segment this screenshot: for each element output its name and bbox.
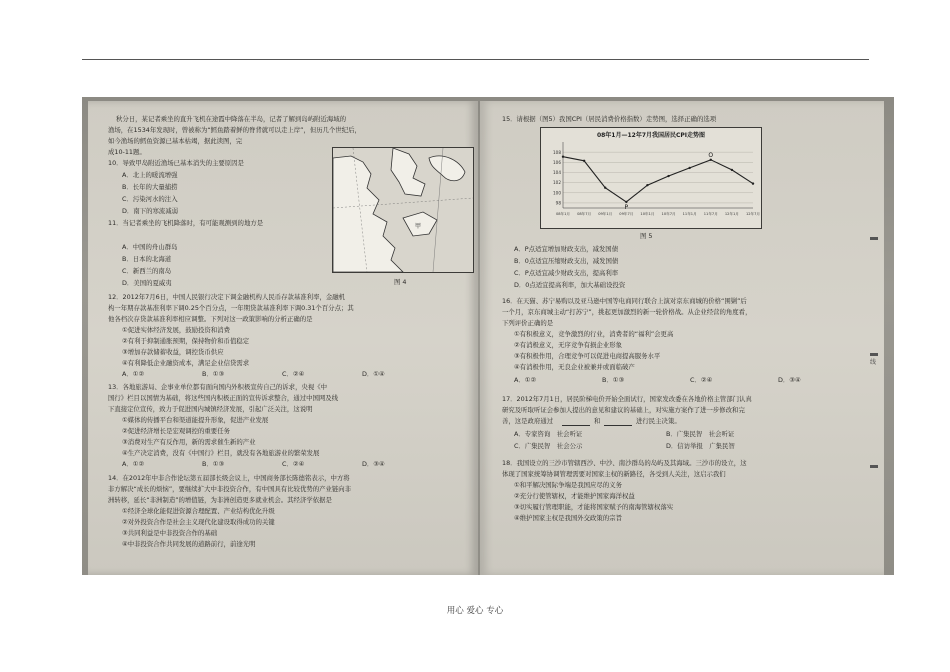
- binding-mark: [870, 353, 878, 356]
- intro-line: 成10-11题。: [108, 148, 146, 156]
- intro-line: 秋分日，某记者乘坐的直升飞机在途霞中降落在半岛，记者了解到岛屿附近海域的: [116, 115, 347, 123]
- question-14-line: 14．在2012年中非合作论坛第五届部长级会议上，中国商务部长陈德铭表示，中方将: [108, 474, 350, 482]
- y-tick-label: 104: [553, 170, 561, 176]
- cpi-series-line: [563, 157, 753, 202]
- option: A．P点适宜增加财政支出，减发国债: [514, 245, 619, 253]
- option: D．③④: [778, 376, 801, 384]
- statement: ②有利于抑制通胀预期，保持物价和币值稳定: [122, 337, 250, 345]
- left-page: [88, 101, 478, 575]
- figure-5-cpi-chart: [540, 127, 762, 229]
- map-drawing: [333, 148, 473, 272]
- option: B．①③: [202, 460, 225, 468]
- statement: ②对外投资合作是社会主义现代化建设取得成功的关键: [122, 518, 275, 526]
- option: D．美国的夏威夷: [122, 279, 172, 287]
- option: B．①③: [602, 376, 625, 384]
- figure-5-caption: 图 5: [640, 232, 653, 240]
- option: A．北上的暖流增强: [122, 171, 178, 179]
- page-footer: 用心 爱心 专心: [446, 606, 504, 616]
- y-tick-label: 106: [553, 159, 561, 165]
- option: C．污染河水的注入: [122, 195, 178, 203]
- binding-mark: [870, 237, 878, 240]
- cpi-data-point: [583, 160, 585, 162]
- top-rule: [82, 59, 869, 60]
- y-tick-label: 100: [553, 190, 561, 196]
- y-tick-label: 98: [555, 200, 561, 206]
- question-17-line: 进行民主决策。: [636, 417, 681, 425]
- scanned-exam-photo: [82, 97, 894, 575]
- cpi-data-point: [646, 184, 648, 186]
- option: A．专家咨询 社会听证: [514, 430, 583, 438]
- option: D．③④: [362, 460, 385, 468]
- question-18-line: 体现了国家统筹协调管理需要对国家主权的新路径，各受到人关注，这启示我们: [502, 470, 726, 478]
- x-tick-label: 11年7月: [703, 212, 718, 216]
- cpi-chart-svg: [541, 128, 761, 228]
- option: B．广集民智 社会听证: [666, 430, 735, 438]
- cpi-data-point: [731, 169, 733, 171]
- option: C．②④: [690, 376, 713, 384]
- option: C．广集民智 社会公示: [514, 442, 583, 450]
- question-17-line: 研究及听取听证会参加人提出的意见和建议的基础上，对实施方案作了进一步修改和完: [502, 406, 745, 414]
- question-14-line: 非方解决“成长的烦恼”，要继续扩大中非投资合作，有中国具有比较优势的产业链向非: [108, 485, 352, 493]
- point-annotation: P: [624, 203, 629, 211]
- right-page: [480, 101, 884, 575]
- statement: ③消费对生产有反作用，新的需求催生新的产业: [122, 438, 256, 446]
- option: B．日本的北海道: [122, 255, 172, 263]
- statement: ③共同利益是中非投资合作的基础: [122, 529, 218, 537]
- statement: ②充分行使管辖权，才能维护国家海洋权益: [514, 492, 635, 500]
- statement: ④维护国家主权是我国外交政策的宗旨: [514, 514, 622, 522]
- y-tick-label: 102: [553, 180, 561, 186]
- option: C．②④: [282, 370, 305, 378]
- statement: ①和平解决国际争端是我国应尽的义务: [514, 481, 622, 489]
- blank-line: [562, 425, 590, 426]
- question-10-stem: 10．导致甲岛附近渔场已基本消失的主要原因是: [108, 159, 244, 167]
- x-tick-label: 10年7月: [661, 212, 676, 216]
- svg-text:甲: 甲: [415, 223, 422, 230]
- intro-line: 渔场，在1534年发现时，曾被称为“鳕鱼踏着鲜的脊背就可以走上岸”，但历几个世纪后，: [108, 126, 361, 134]
- cpi-data-point: [752, 182, 754, 184]
- x-tick-label: 10年1月: [640, 212, 655, 216]
- figure-4-map: [332, 147, 474, 273]
- option: A．①②: [122, 460, 145, 468]
- binding-mark: [870, 465, 878, 468]
- question-16-line: 16．在天猫、苏宁易购以及亚马逊中国等电商同行联合上演对京东商城的价格“围剿”后: [502, 297, 747, 305]
- option: A．中国的舟山群岛: [122, 243, 178, 251]
- question-13-line: 13．各地旅游局、企事业单位都有面向国内外积极宣传自己的诉求，央视《中: [108, 383, 328, 391]
- cpi-data-point: [688, 167, 690, 169]
- binding-edge-text: 线: [870, 359, 877, 366]
- x-tick-label: 11年1月: [682, 212, 697, 216]
- figure-4-caption: 图 4: [394, 278, 407, 286]
- cpi-data-point: [604, 186, 606, 188]
- x-tick-label: 08年7月: [577, 212, 592, 216]
- question-16-line: 下列评价正确的是: [502, 319, 554, 327]
- option: C．②④: [282, 460, 305, 468]
- question-15-stem: 15．请根据（图5）我国CPI（居民消费价格指数）走势图，选择正确的选项: [502, 115, 717, 123]
- question-13-line: 国行》栏目以国情为基础，将这些国内积极正面的宣传诉求整合，通过中国网及线: [108, 394, 339, 402]
- option: B．0点适宜压缩财政支出，减发国债: [514, 257, 619, 265]
- option: C．P点适宜减少财政支出，提高利率: [514, 269, 619, 277]
- cpi-data-point: [710, 159, 712, 161]
- x-tick-label: 12年1月: [724, 212, 739, 216]
- y-tick-label: 108: [553, 149, 561, 155]
- binding-edge: [868, 101, 880, 575]
- x-tick-label: 09年1月: [598, 212, 613, 216]
- statement: ①促进实体经济发展，鼓励投资和消费: [122, 326, 230, 334]
- option: B．长年的大量捕捞: [122, 183, 178, 191]
- statement: ①媒体的传播平台和渠道能提升形象，促进产业发展: [122, 416, 269, 424]
- question-17-line: 17．2012年7月1日，居民阶梯电价开始全面试行，国家发改委在各地价格主管部门认真: [502, 395, 752, 403]
- option: D．信访举报 广集民智: [666, 442, 735, 450]
- intro-line: 如今渔场的鳕鱼资源已基本枯竭，据此读图，完: [108, 137, 243, 145]
- option: B．①③: [202, 370, 225, 378]
- question-13-line: 下直接定位宣传，致力于促进国内城镇经济发展，引起广泛关注，这说明: [108, 405, 313, 413]
- option: D．①④: [362, 370, 385, 378]
- question-11-stem: 11．当记者乘坐的飞机降落时，有可能观测到的地方是: [108, 219, 264, 227]
- statement: ④生产决定消费，没有《中国行》栏目，就没有各地旅游业的繁荣发展: [122, 449, 320, 457]
- question-16-line: 一个月，京东商城主动“打苏宁”，挑起更加激烈的新一轮价格战。从企业经营的角度看，: [502, 308, 752, 316]
- option: D．0点适宜提高利率，加大基础设投资: [514, 281, 626, 289]
- option: A．①②: [122, 370, 145, 378]
- cpi-data-point: [625, 201, 627, 203]
- statement: ④有利降低企业融资成本，满足企业信贷需求: [122, 359, 250, 367]
- option: A．①②: [514, 376, 537, 384]
- question-18-line: 18．我国设立的三沙市管辖西沙、中沙、南沙群岛的岛屿及其海域。三沙市的设立，这: [502, 459, 747, 467]
- option: C．新西兰的南岛: [122, 267, 172, 275]
- statement: ③切实履行管理职能，才能将国家赋予的南海管辖权落实: [514, 503, 674, 511]
- statement: ③增加存款储蓄收益，调控货币供应: [122, 348, 224, 356]
- question-12-line: 他各档次存贷款基准利率相应调整。下列对这一政策影响的分析正确的是: [108, 315, 313, 323]
- statement: ③有积极作用，合理竞争可以促进电商提高服务水平: [514, 352, 661, 360]
- cpi-data-point: [667, 175, 669, 177]
- x-tick-label: 09年7月: [619, 212, 634, 216]
- x-tick-label: 08年1月: [555, 212, 571, 216]
- statement: ①经济全球化能促进资源合理配置、产业结构优化升级: [122, 507, 275, 515]
- statement: ④中非投资合作共同发展的道路前行，前途光明: [122, 540, 256, 548]
- statement: ②促进经济增长是宏观调控的重要任务: [122, 427, 230, 435]
- statement: ②有消极意义，无序竞争有损企业形象: [514, 341, 622, 349]
- question-17-line: 善，这是政府通过: [502, 417, 554, 425]
- statement: ④有消极作用，无良企业被兼并或面临破产: [514, 363, 635, 371]
- blank-line: [604, 425, 632, 426]
- question-12-line: 构一年期存款基准利率下调0.25个百分点，一年期贷款基准利率下调0.31个百分点；其: [108, 304, 354, 312]
- option: D．南下的寒流减弱: [122, 207, 179, 215]
- question-12-line: 12．2012年7月6日，中国人民银行决定下调金融机构人民币存款基准利率，金融机: [108, 293, 346, 301]
- cpi-data-point: [562, 156, 564, 158]
- question-14-line: 洲转移，延长“非洲制造”的增值链，为非洲创造更多就业机会。其经济学依据是: [108, 496, 332, 504]
- x-tick-label: 12年7月: [745, 212, 761, 216]
- statement: ①有积极意义，竞争激烈的行业，消费者的“福利”会更高: [514, 330, 674, 338]
- question-17-line: 和: [594, 417, 601, 425]
- point-annotation: O: [708, 151, 714, 159]
- chart-title: 08年1月—12年7月我国居民CPI走势图: [596, 132, 706, 139]
